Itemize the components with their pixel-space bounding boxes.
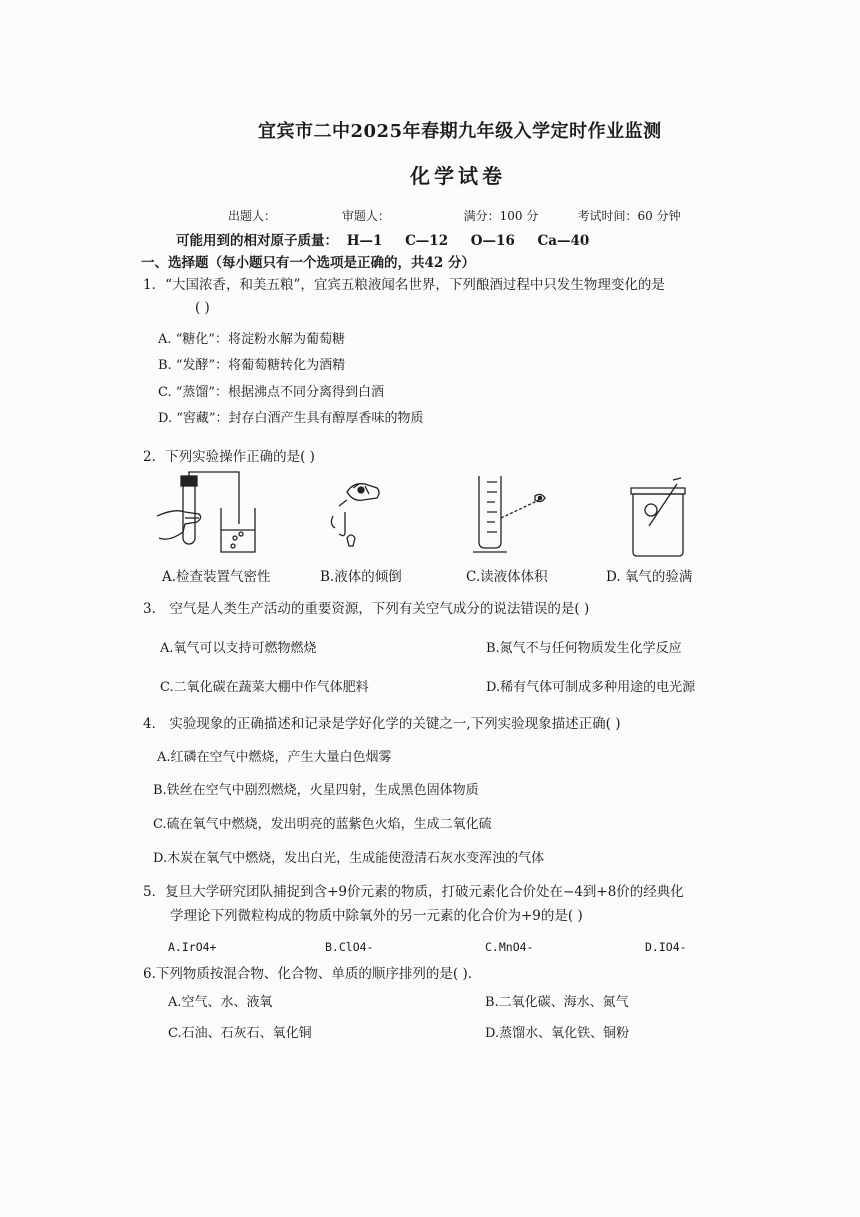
q3-option-c: C.二氧化碳在蔬菜大棚中作气体肥料 — [160, 680, 369, 695]
setter-label: 出题人： — [228, 209, 277, 223]
q2-option-a: A.检查装置气密性 — [162, 569, 271, 585]
atomic-mass-ca: Ca—40 — [537, 233, 590, 249]
atomic-mass-h: H—1 — [346, 233, 383, 249]
full-score: 满分：100 分 — [463, 209, 539, 223]
liquid-pouring-figure — [325, 476, 385, 556]
q5-option-b: B.ClO4- — [325, 940, 374, 954]
q2-option-c: C.读液体体积 — [466, 569, 548, 585]
q3-option-b: B.氮气不与任何物质发生化学反应 — [486, 641, 682, 656]
q4-stem: 4． 实验现象的正确描述和记录是学好化学的关键之一,下列实验现象描述正确( ) — [143, 716, 621, 732]
q1-option-c: C. “蒸馏”：根据沸点不同分离得到白酒 — [158, 385, 385, 400]
q5-stem-line2: 学理论下列微粒构成的物质中除氧外的另一元素的化合价为+9的是( ) — [170, 908, 583, 924]
q3-option-a: A.氧气可以支持可燃物燃烧 — [160, 641, 317, 656]
atomic-mass-o: O—16 — [470, 233, 515, 249]
q4-option-d: D.木炭在氧气中燃烧，发出白光，生成能使澄清石灰水变浑浊的气体 — [153, 851, 545, 866]
q1-option-b: B. “发酵”：将葡萄糖转化为酒精 — [158, 358, 346, 373]
exam-title: 宜宾市二中2025年春期九年级入学定时作业监测 — [258, 121, 662, 142]
q6-option-a: A.空气、水、液氧 — [168, 995, 273, 1010]
atomic-masses-label: 可能用到的相对原子质量： — [176, 233, 338, 249]
q2-option-b: B.液体的倾倒 — [320, 569, 402, 585]
oxygen-full-check-figure — [625, 474, 695, 558]
q1-blank: ( ) — [195, 300, 210, 316]
q3-stem: 3． 空气是人类生产活动的重要资源，下列有关空气成分的说法错误的是( ) — [143, 601, 590, 617]
q6-stem: 6.下列物质按混合物、化合物、单质的顺序排列的是( ). — [143, 966, 472, 982]
q1-stem: 1．“大国浓香，和美五粮”，宜宾五粮液闻名世界，下列酿酒过程中只发生物理变化的是 — [143, 277, 665, 293]
section-heading: 一、选择题（每小题只有一个选项是正确的，共42 分） — [141, 255, 475, 271]
q4-option-b: B.铁丝在空气中剧烈燃烧，火星四射，生成黑色固体物质 — [153, 783, 479, 798]
q4-option-a: A.红磷在空气中燃烧，产生大量白色烟雾 — [157, 750, 392, 765]
exam-time: 考试时间：60 分钟 — [577, 209, 681, 223]
q4-option-c: C.硫在氧气中燃烧，发出明亮的蓝紫色火焰，生成二氧化硫 — [153, 817, 492, 832]
q6-option-d: D.蒸馏水、氧化铁、铜粉 — [485, 1026, 630, 1041]
q2-stem: 2．下列实验操作正确的是( ) — [143, 449, 315, 465]
q5-option-d: D.IO4- — [645, 940, 687, 954]
q3-option-d: D.稀有气体可制成多种用途的电光源 — [486, 680, 696, 695]
exam-meta — [228, 207, 681, 224]
q5-option-c: C.MnO4- — [485, 940, 534, 954]
reviewer-label: 审题人： — [341, 209, 390, 223]
atomic-mass-c: C—12 — [405, 233, 449, 249]
q1-option-d: D. “窖藏”：封存白酒产生具有醇厚香味的物质 — [158, 411, 424, 426]
reading-volume-figure — [465, 472, 555, 560]
exam-subtitle: 化学试卷 — [410, 164, 506, 188]
q6-option-b: B.二氧化碳、海水、氮气 — [485, 995, 629, 1010]
airtightness-check-figure — [155, 472, 265, 560]
q6-option-c: C.石油、石灰石、氧化铜 — [168, 1026, 312, 1041]
q5-stem-line1: 5．复旦大学研究团队捕捉到含+9价元素的物质，打破元素化合价处在−4到+8价的经典化 — [143, 884, 684, 900]
atomic-masses — [176, 229, 607, 249]
q5-option-a: A.IrO4+ — [168, 940, 217, 954]
q2-option-d: D. 氧气的验满 — [606, 569, 693, 585]
q1-option-a: A. “糖化”：将淀粉水解为葡萄糖 — [158, 332, 345, 347]
